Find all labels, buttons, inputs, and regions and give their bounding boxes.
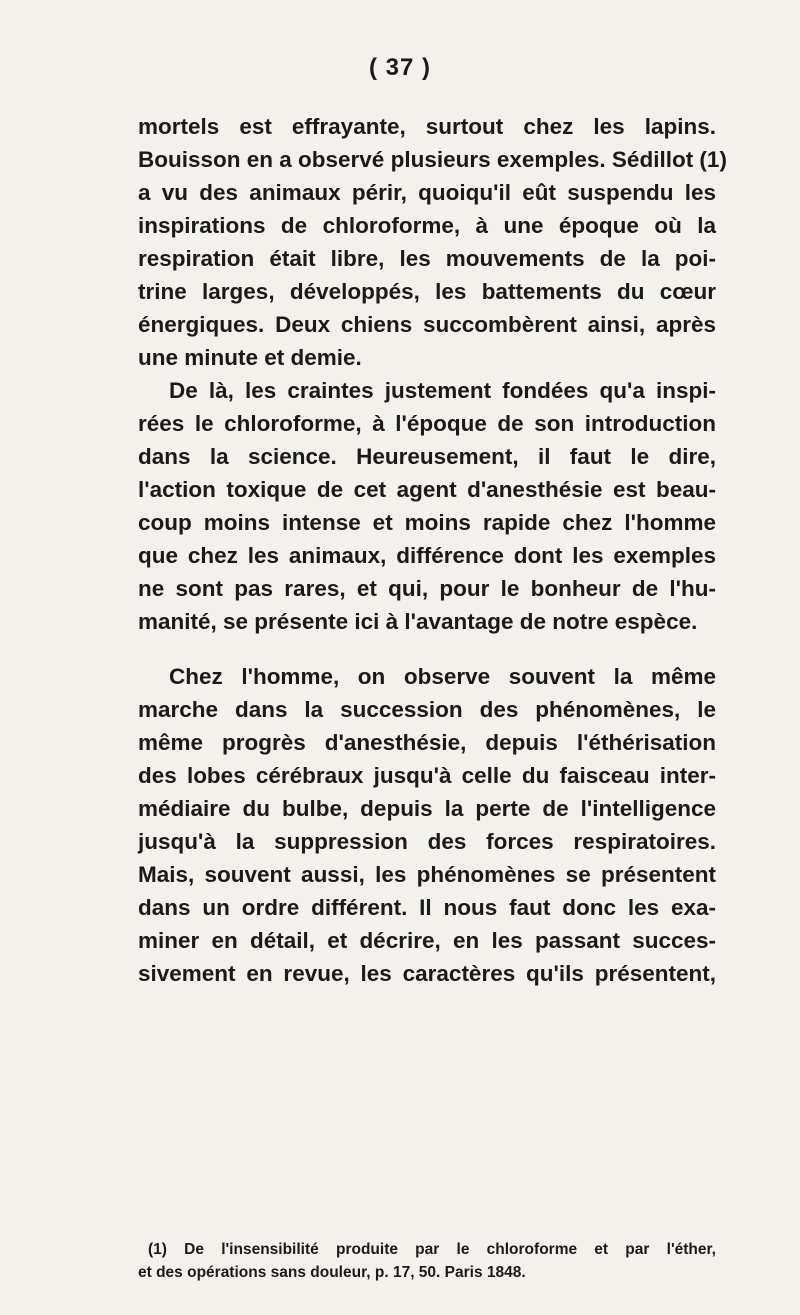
text-line: Bouisson en a observé plusieurs exemples. Sédillot (1)	[138, 147, 727, 172]
body-text	[138, 110, 727, 1012]
text-line: trine larges, développés, les battements du cœur	[138, 279, 716, 304]
text-line: rées le chloroforme, à l'époque de son introduction	[138, 411, 716, 436]
text-line: des lobes cérébraux jusqu'à celle du faisceau inter-	[138, 763, 716, 788]
footnote-line: et des opérations sans douleur, p. 17, 50. Paris 1848.	[138, 1264, 526, 1281]
text-line: sivement en revue, les caractères qu'ils présentent,	[138, 961, 716, 986]
text-line: ne sont pas rares, et qui, pour le bonheur de l'hu-	[138, 576, 716, 601]
text-line: même progrès d'anesthésie, depuis l'éthérisation	[138, 730, 716, 755]
text-line: coup moins intense et moins rapide chez l'homme	[138, 510, 716, 535]
text-line: mortels est effrayante, surtout chez les lapins.	[138, 114, 716, 139]
text-line: jusqu'à la suppression des forces respiratoires.	[138, 829, 716, 854]
text-line: miner en détail, et décrire, en les passant succes-	[138, 928, 716, 953]
footnote-line: (1) De l'insensibilité produite par le chloroforme et par l'éther,	[148, 1241, 716, 1258]
text-line: De là, les craintes justement fondées qu'a inspi-	[169, 378, 716, 403]
text-line: inspirations de chloroforme, à une époque où la	[138, 213, 716, 238]
text-line: a vu des animaux périr, quoiqu'il eût suspendu les	[138, 180, 716, 205]
paragraph-2	[138, 374, 716, 638]
text-line: médiaire du bulbe, depuis la perte de l'intelligence	[138, 796, 716, 821]
text-line: l'action toxique de cet agent d'anesthésie est beau-	[138, 477, 716, 502]
text-line: une minute et demie.	[138, 345, 362, 370]
paragraph-3	[138, 660, 716, 990]
paragraph-1	[138, 110, 727, 374]
text-line: dans un ordre différent. Il nous faut donc les exa-	[138, 895, 716, 920]
text-line: Mais, souvent aussi, les phénomènes se présentent	[138, 862, 716, 887]
text-line: Chez l'homme, on observe souvent la même	[169, 664, 716, 689]
text-line: manité, se présente ici à l'avantage de notre espèce.	[138, 609, 698, 634]
text-line: que chez les animaux, différence dont les exemples	[138, 543, 716, 568]
footnote	[138, 1238, 716, 1284]
page-number: ( 37 )	[368, 54, 431, 81]
text-line: marche dans la succession des phénomènes, le	[138, 697, 716, 722]
text-line: dans la science. Heureusement, il faut le dire,	[138, 444, 716, 469]
text-line: énergiques. Deux chiens succombèrent ainsi, après	[138, 312, 716, 337]
text-line: respiration était libre, les mouvements de la poi-	[138, 246, 716, 271]
